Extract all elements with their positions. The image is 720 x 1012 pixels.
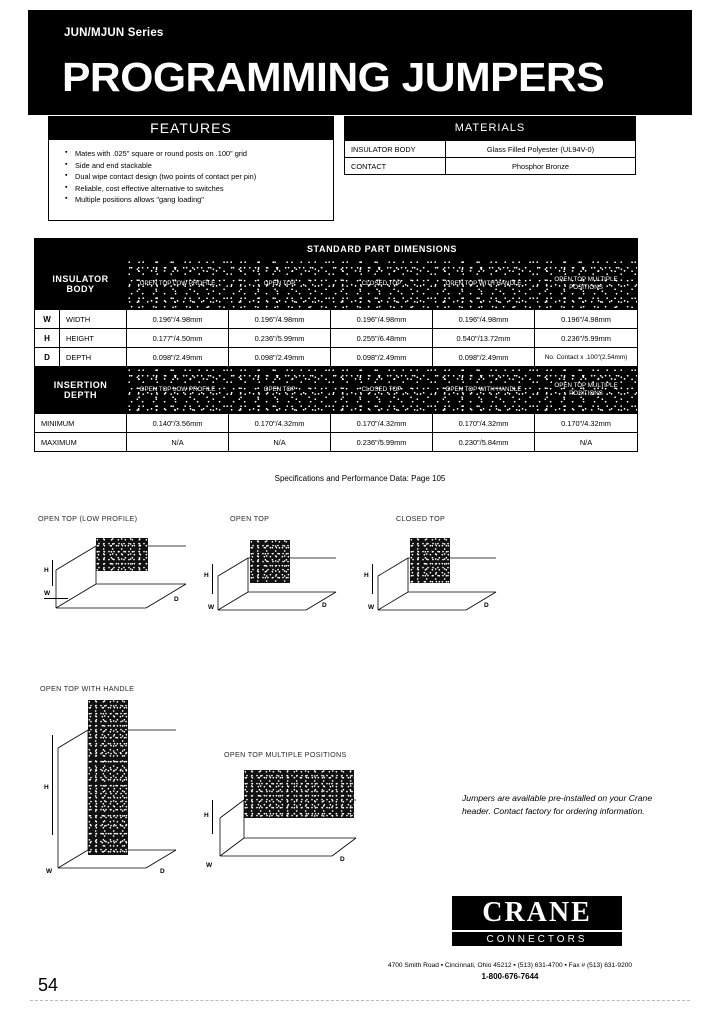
- drawing-label-open-top-multiple-positions: OPEN TOP MULTIPLE POSITIONS: [224, 750, 347, 759]
- spec-reference-note: Specifications and Performance Data: Page 105: [274, 474, 446, 483]
- drawing-label-closed-top: CLOSED TOP: [396, 514, 446, 523]
- column-header: OPEN TOP WITH HANDLE: [433, 367, 535, 414]
- dim-line-h-5: [212, 800, 213, 834]
- dim-label-d: D: [174, 596, 179, 603]
- material-value: Phosphor Bronze: [446, 158, 636, 175]
- materials-heading: MATERIALS: [344, 116, 636, 140]
- table-row: [35, 433, 638, 452]
- features-list: [49, 140, 333, 206]
- column-header: OPEN TOP WITH HANDLE: [433, 259, 535, 310]
- row-code: H: [35, 329, 60, 348]
- dim-label-h: H: [44, 784, 49, 791]
- dim-label-d: D: [484, 602, 489, 609]
- material-label: CONTACT: [345, 158, 446, 175]
- logo-name: CRANE: [452, 896, 622, 930]
- logo-subtitle: CONNECTORS: [452, 932, 622, 946]
- jumper-body-1: [96, 538, 148, 571]
- dim-label-w: W: [46, 868, 53, 875]
- table-row: [35, 348, 638, 367]
- drawing-label-open-top: OPEN TOP: [230, 514, 270, 523]
- table-row: [35, 259, 638, 310]
- table-row: [35, 414, 638, 433]
- cell-value: 0.236"/5.99mm: [535, 329, 638, 348]
- cell-value: 0.196"/4.98mm: [229, 310, 331, 329]
- jumper-body-5: [244, 770, 354, 818]
- insertion-depth-label-2: DEPTH: [63, 390, 97, 400]
- column-header: OPEN TOP LOW PROFILE: [127, 259, 229, 310]
- material-label: INSULATOR BODY: [345, 141, 446, 158]
- dim-label-d: D: [160, 868, 165, 875]
- cell-value: 0.196"/4.98mm: [535, 310, 638, 329]
- preinstall-note: Jumpers are available pre-installed on your Crane header. Contact factory for ordering information.: [462, 793, 653, 816]
- column-header: CLOSED TOP: [331, 259, 433, 310]
- dim-label-w: W: [208, 604, 215, 611]
- column-header: OPEN TOP: [229, 367, 331, 414]
- footer-divider: [30, 1000, 690, 1001]
- list-item: ▪ Mates with .025" square or round posts on .100" grid: [65, 148, 327, 160]
- column-header: OPEN TOP MULTIPLE POSITIONS: [535, 367, 638, 414]
- cell-value: 0.098"/2.49mm: [433, 348, 535, 367]
- row-code: W: [35, 310, 60, 329]
- page-header: [28, 10, 692, 115]
- column-header: OPEN TOP: [229, 259, 331, 310]
- cell-value: N/A: [229, 433, 331, 452]
- cell-value: 0.140"/3.56mm: [127, 414, 229, 433]
- dim-line-h-3: [372, 564, 373, 594]
- cell-value: 0.196"/4.98mm: [127, 310, 229, 329]
- dim-label-d: D: [322, 602, 327, 609]
- drawing-label-open-top-low-profile: OPEN TOP (LOW PROFILE): [38, 514, 138, 523]
- list-item: ▪ Side and end stackable: [65, 160, 327, 172]
- jumper-body-3: [410, 538, 450, 583]
- cell-value: 0.170"/4.32mm: [331, 414, 433, 433]
- dim-label-w: W: [44, 590, 51, 597]
- list-item: ▪ Dual wipe contact design (two points of contact per pin): [65, 171, 327, 183]
- insulator-body-label-1: INSULATOR: [52, 274, 109, 284]
- crane-logo: [452, 896, 622, 954]
- table-row: [345, 158, 636, 175]
- cell-value: 0.170"/4.32mm: [229, 414, 331, 433]
- dim-line-w-1: [44, 598, 68, 599]
- row-name: HEIGHT: [60, 329, 127, 348]
- drawing-label-open-top-with-handle: OPEN TOP WITH HANDLE: [40, 684, 135, 693]
- dim-line-h-2: [212, 564, 213, 594]
- cell-value: N/A: [535, 433, 638, 452]
- row-code: D: [35, 348, 60, 367]
- features-heading: FEATURES: [48, 116, 334, 140]
- cell-value: 0.196"/4.98mm: [433, 310, 535, 329]
- dimensions-title: STANDARD PART DIMENSIONS: [127, 239, 638, 259]
- cell-value: N/A: [127, 433, 229, 452]
- page-number: 54: [38, 975, 59, 995]
- footer-address: 4700 Smith Road ▪ Cincinnati, Ohio 45212 ▪ (513) 631-4700 ▪ Fax # (513) 631-9200: [387, 962, 633, 969]
- insertion-depth-label-1: INSERTION: [53, 380, 108, 390]
- series-label: JUN/MJUN Series: [64, 27, 164, 39]
- dim-line-h-4: [52, 735, 53, 835]
- cell-value: 0.098"/2.49mm: [127, 348, 229, 367]
- cell-value: 0.170"/4.32mm: [433, 414, 535, 433]
- cell-value: 0.177"/4.50mm: [127, 329, 229, 348]
- table-row: [35, 310, 638, 329]
- materials-table: [344, 140, 636, 175]
- cell-value: 0.170"/4.32mm: [535, 414, 638, 433]
- cell-value: 0.230"/5.84mm: [433, 433, 535, 452]
- page-title: PROGRAMMING JUMPERS: [62, 54, 605, 100]
- dim-label-d: D: [340, 856, 345, 863]
- cell-value: 0.236"/5.99mm: [229, 329, 331, 348]
- dim-label-h: H: [204, 812, 209, 819]
- column-header: OPEN TOP MULTIPLE POSITIONS: [535, 259, 638, 310]
- column-header: OPEN TOP LOW PROFILE: [127, 367, 229, 414]
- row-name: MINIMUM: [35, 414, 127, 433]
- dimensions-table-wrap: [34, 238, 638, 452]
- material-value: Glass Filled Polyester (UL94V-0): [446, 141, 636, 158]
- dim-label-h: H: [204, 572, 209, 579]
- table-row: [345, 141, 636, 158]
- features-panel: [48, 140, 334, 221]
- footer-phone: 1-800-676-7644: [481, 972, 539, 981]
- table-row: [35, 329, 638, 348]
- cell-value: 0.255"/6.48mm: [331, 329, 433, 348]
- list-item: ▪ Reliable, cost effective alternative to switches: [65, 183, 327, 195]
- list-item: ▪ Multiple positions allows "gang loading": [65, 194, 327, 206]
- insulator-body-label-2: BODY: [66, 284, 95, 294]
- cell-value: 0.540"/13.72mm: [433, 329, 535, 348]
- cell-value: 0.196"/4.98mm: [331, 310, 433, 329]
- table-row: [35, 239, 638, 259]
- standard-part-dimensions-table: [34, 238, 638, 452]
- cell-value: No. Contact x .100"(2.54mm): [535, 348, 638, 367]
- jumper-body-2: [250, 540, 290, 583]
- cell-value: 0.236"/5.99mm: [331, 433, 433, 452]
- cell-value: 0.098"/2.49mm: [331, 348, 433, 367]
- dim-label-w: W: [206, 862, 213, 869]
- row-name: WIDTH: [60, 310, 127, 329]
- dim-label-h: H: [44, 567, 49, 574]
- dim-label-w: W: [368, 604, 375, 611]
- dim-line-h-1: [52, 560, 53, 586]
- column-header: CLOSED TOP: [331, 367, 433, 414]
- jumper-body-4: [88, 700, 128, 855]
- table-row: [35, 367, 638, 414]
- row-name: MAXIMUM: [35, 433, 127, 452]
- row-name: DEPTH: [60, 348, 127, 367]
- dim-label-h: H: [364, 572, 369, 579]
- cell-value: 0.098"/2.49mm: [229, 348, 331, 367]
